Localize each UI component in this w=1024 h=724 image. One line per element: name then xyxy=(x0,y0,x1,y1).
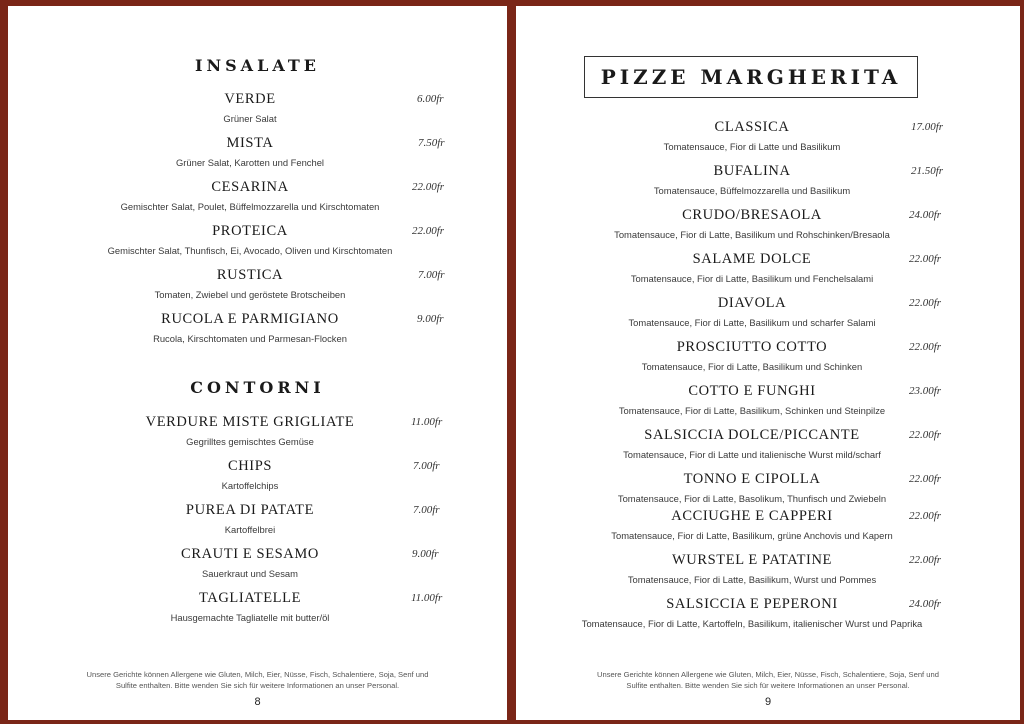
item-name: RUCOLA E PARMIGIANO xyxy=(161,311,339,327)
menu-item xyxy=(516,207,988,240)
item-description: Gemischter Salat, Thunfisch, Ei, Avocado, Oliven und Kirschtomaten xyxy=(107,245,393,256)
item-price: 21.50fr xyxy=(911,165,944,177)
item-name: BUFALINA xyxy=(713,163,791,179)
item-name: TONNO E CIPOLLA xyxy=(683,471,821,487)
menu-item xyxy=(516,251,988,284)
menu-item xyxy=(8,590,492,623)
item-name: SALSICCIA E PEPERONI xyxy=(666,596,838,612)
menu-item xyxy=(8,311,492,344)
insalate-heading: INSALATE xyxy=(195,56,320,75)
menu-item xyxy=(516,339,988,372)
item-price: 23.00fr xyxy=(909,385,942,397)
item-name: CHIPS xyxy=(227,458,273,474)
item-price: 17.00fr xyxy=(911,121,944,133)
item-name: SALAME DOLCE xyxy=(692,251,812,267)
item-description: Kartoffelchips xyxy=(221,480,279,491)
menu-item xyxy=(516,552,988,585)
item-name: CRAUTI E SESAMO xyxy=(181,546,319,562)
pizze-margherita-heading: PIZZE MARGHERITA xyxy=(584,56,918,98)
item-price: 9.00fr xyxy=(412,548,439,560)
menu-page-left xyxy=(8,6,507,720)
allergen-notice-line: Unsere Gerichte können Allergene wie Gluten, Milch, Eier, Nüsse, Fisch, Schalentiere, Soja, Senf und xyxy=(597,670,939,679)
item-description: Tomaten, Zwiebel und geröstete Brotscheiben xyxy=(154,289,346,300)
item-description: Tomatensauce, Fior di Latte, Basilikum und scharfer Salami xyxy=(628,317,876,328)
item-description: Tomatensauce, Fior di Latte, Basilikum, Schinken und Steinpilze xyxy=(618,405,886,416)
menu-item xyxy=(8,546,492,579)
menu-item xyxy=(516,383,988,416)
item-price: 22.00fr xyxy=(909,473,942,485)
allergen-notice-line: Unsere Gerichte können Allergene wie Gluten, Milch, Eier, Nüsse, Fisch, Schalentiere, Soja, Senf und xyxy=(86,670,429,679)
menu-item xyxy=(8,502,492,535)
menu-item xyxy=(516,427,988,460)
item-price: 6.00fr xyxy=(417,93,444,105)
item-description: Hausgemachte Tagliatelle mit butter/öl xyxy=(170,612,330,623)
item-name: WURSTEL E PATATINE xyxy=(671,552,832,568)
menu-item xyxy=(516,295,988,328)
item-price: 24.00fr xyxy=(909,209,942,221)
item-name: PUREA DI PATATE xyxy=(185,502,315,518)
item-name: SALSICCIA DOLCE/PICCANTE xyxy=(644,427,860,443)
item-price: 22.00fr xyxy=(412,225,445,237)
menu-item xyxy=(8,458,492,491)
page-number: 9 xyxy=(764,696,772,708)
item-description: Grüner Salat, Karotten und Fenchel xyxy=(175,157,324,168)
item-price: 22.00fr xyxy=(909,253,942,265)
item-name: CLASSICA xyxy=(714,119,790,135)
item-name: VERDURE MISTE GRIGLIATE xyxy=(145,414,355,430)
menu-item xyxy=(516,596,988,629)
item-description: Tomatensauce, Fior di Latte und Basilikum xyxy=(663,141,841,152)
item-description: Rucola, Kirschtomaten und Parmesan-Flocken xyxy=(153,333,347,344)
item-description: Tomatensauce, Fior di Latte, Basilikum und Schinken xyxy=(641,361,863,372)
menu-item xyxy=(516,163,988,196)
item-price: 11.00fr xyxy=(411,592,443,604)
menu-page-right xyxy=(516,6,1020,720)
item-name: CRUDO/BRESAOLA xyxy=(682,207,822,223)
item-name: MISTA xyxy=(226,135,274,151)
item-description: Sauerkraut und Sesam xyxy=(202,568,298,579)
item-name: ACCIUGHE E CAPPERI xyxy=(671,508,833,524)
item-name: DIAVOLA xyxy=(717,295,787,311)
menu-item xyxy=(8,223,492,256)
item-description: Grüner Salat xyxy=(223,113,277,124)
item-name: TAGLIATELLE xyxy=(198,590,302,606)
item-name: VERDE xyxy=(224,91,276,107)
menu-item xyxy=(8,91,492,124)
item-description: Gemischter Salat, Poulet, Büffelmozzarella und Kirschtomaten xyxy=(120,201,380,212)
menu-item xyxy=(8,414,492,447)
item-name: CESARINA xyxy=(211,179,289,195)
item-price: 22.00fr xyxy=(909,510,942,522)
item-description: Tomatensauce, Fior di Latte, Basilikum und Rohschinken/Bresaola xyxy=(614,229,890,240)
item-description: Tomatensauce, Fior di Latte, Kartoffeln, Basilikum, italienischer Wurst und Paprika xyxy=(581,618,923,629)
allergen-notice xyxy=(8,669,507,691)
item-description: Gegrilltes gemischtes Gemüse xyxy=(186,436,314,447)
menu-item xyxy=(8,179,492,212)
item-price: 11.00fr xyxy=(411,416,443,428)
page-number: 8 xyxy=(254,696,261,708)
menu-item xyxy=(516,119,988,152)
item-price: 7.00fr xyxy=(418,269,445,281)
item-price: 9.00fr xyxy=(417,313,444,325)
menu-item xyxy=(8,135,492,168)
item-name: PROSCIUTTO COTTO xyxy=(676,339,828,355)
contorni-heading: CONTORNI xyxy=(190,378,325,397)
item-price: 7.00fr xyxy=(413,460,440,472)
item-description: Tomatensauce, Fior di Latte, Basilikum, Wurst und Pommes xyxy=(627,574,877,585)
item-price: 22.00fr xyxy=(909,429,942,441)
item-name: PROTEICA xyxy=(212,223,288,239)
item-price: 22.00fr xyxy=(909,297,942,309)
allergen-notice-line: Sulfite enthalten. Bitte wenden Sie sich für weitere Informationen an unser Personal. xyxy=(115,681,400,690)
item-price: 22.00fr xyxy=(909,341,942,353)
item-name: RUSTICA xyxy=(216,267,284,283)
item-description: Tomatensauce, Fior di Latte, Basilikum, grüne Anchovis und Kapern xyxy=(611,530,893,541)
item-description: Tomatensauce, Büffelmozzarella und Basilikum xyxy=(653,185,851,196)
menu-item xyxy=(516,508,988,541)
item-price: 7.50fr xyxy=(418,137,445,149)
item-price: 7.00fr xyxy=(413,504,440,516)
item-description: Tomatensauce, Fior di Latte, Basolikum, Thunfisch und Zwiebeln xyxy=(617,493,887,504)
item-price: 24.00fr xyxy=(909,598,942,610)
item-price: 22.00fr xyxy=(909,554,942,566)
item-description: Kartoffelbrei xyxy=(224,524,276,535)
allergen-notice-line: Sulfite enthalten. Bitte wenden Sie sich für weitere Informationen an unser Personal. xyxy=(626,681,910,690)
item-name: COTTO E FUNGHI xyxy=(688,383,816,399)
menu-item xyxy=(516,471,988,504)
item-description: Tomatensauce, Fior di Latte, Basilikum und Fenchelsalami xyxy=(630,273,874,284)
item-price: 22.00fr xyxy=(412,181,445,193)
menu-item xyxy=(8,267,492,300)
allergen-notice xyxy=(516,669,1020,691)
item-description: Tomatensauce, Fior di Latte und italienische Wurst mild/scharf xyxy=(623,449,881,460)
